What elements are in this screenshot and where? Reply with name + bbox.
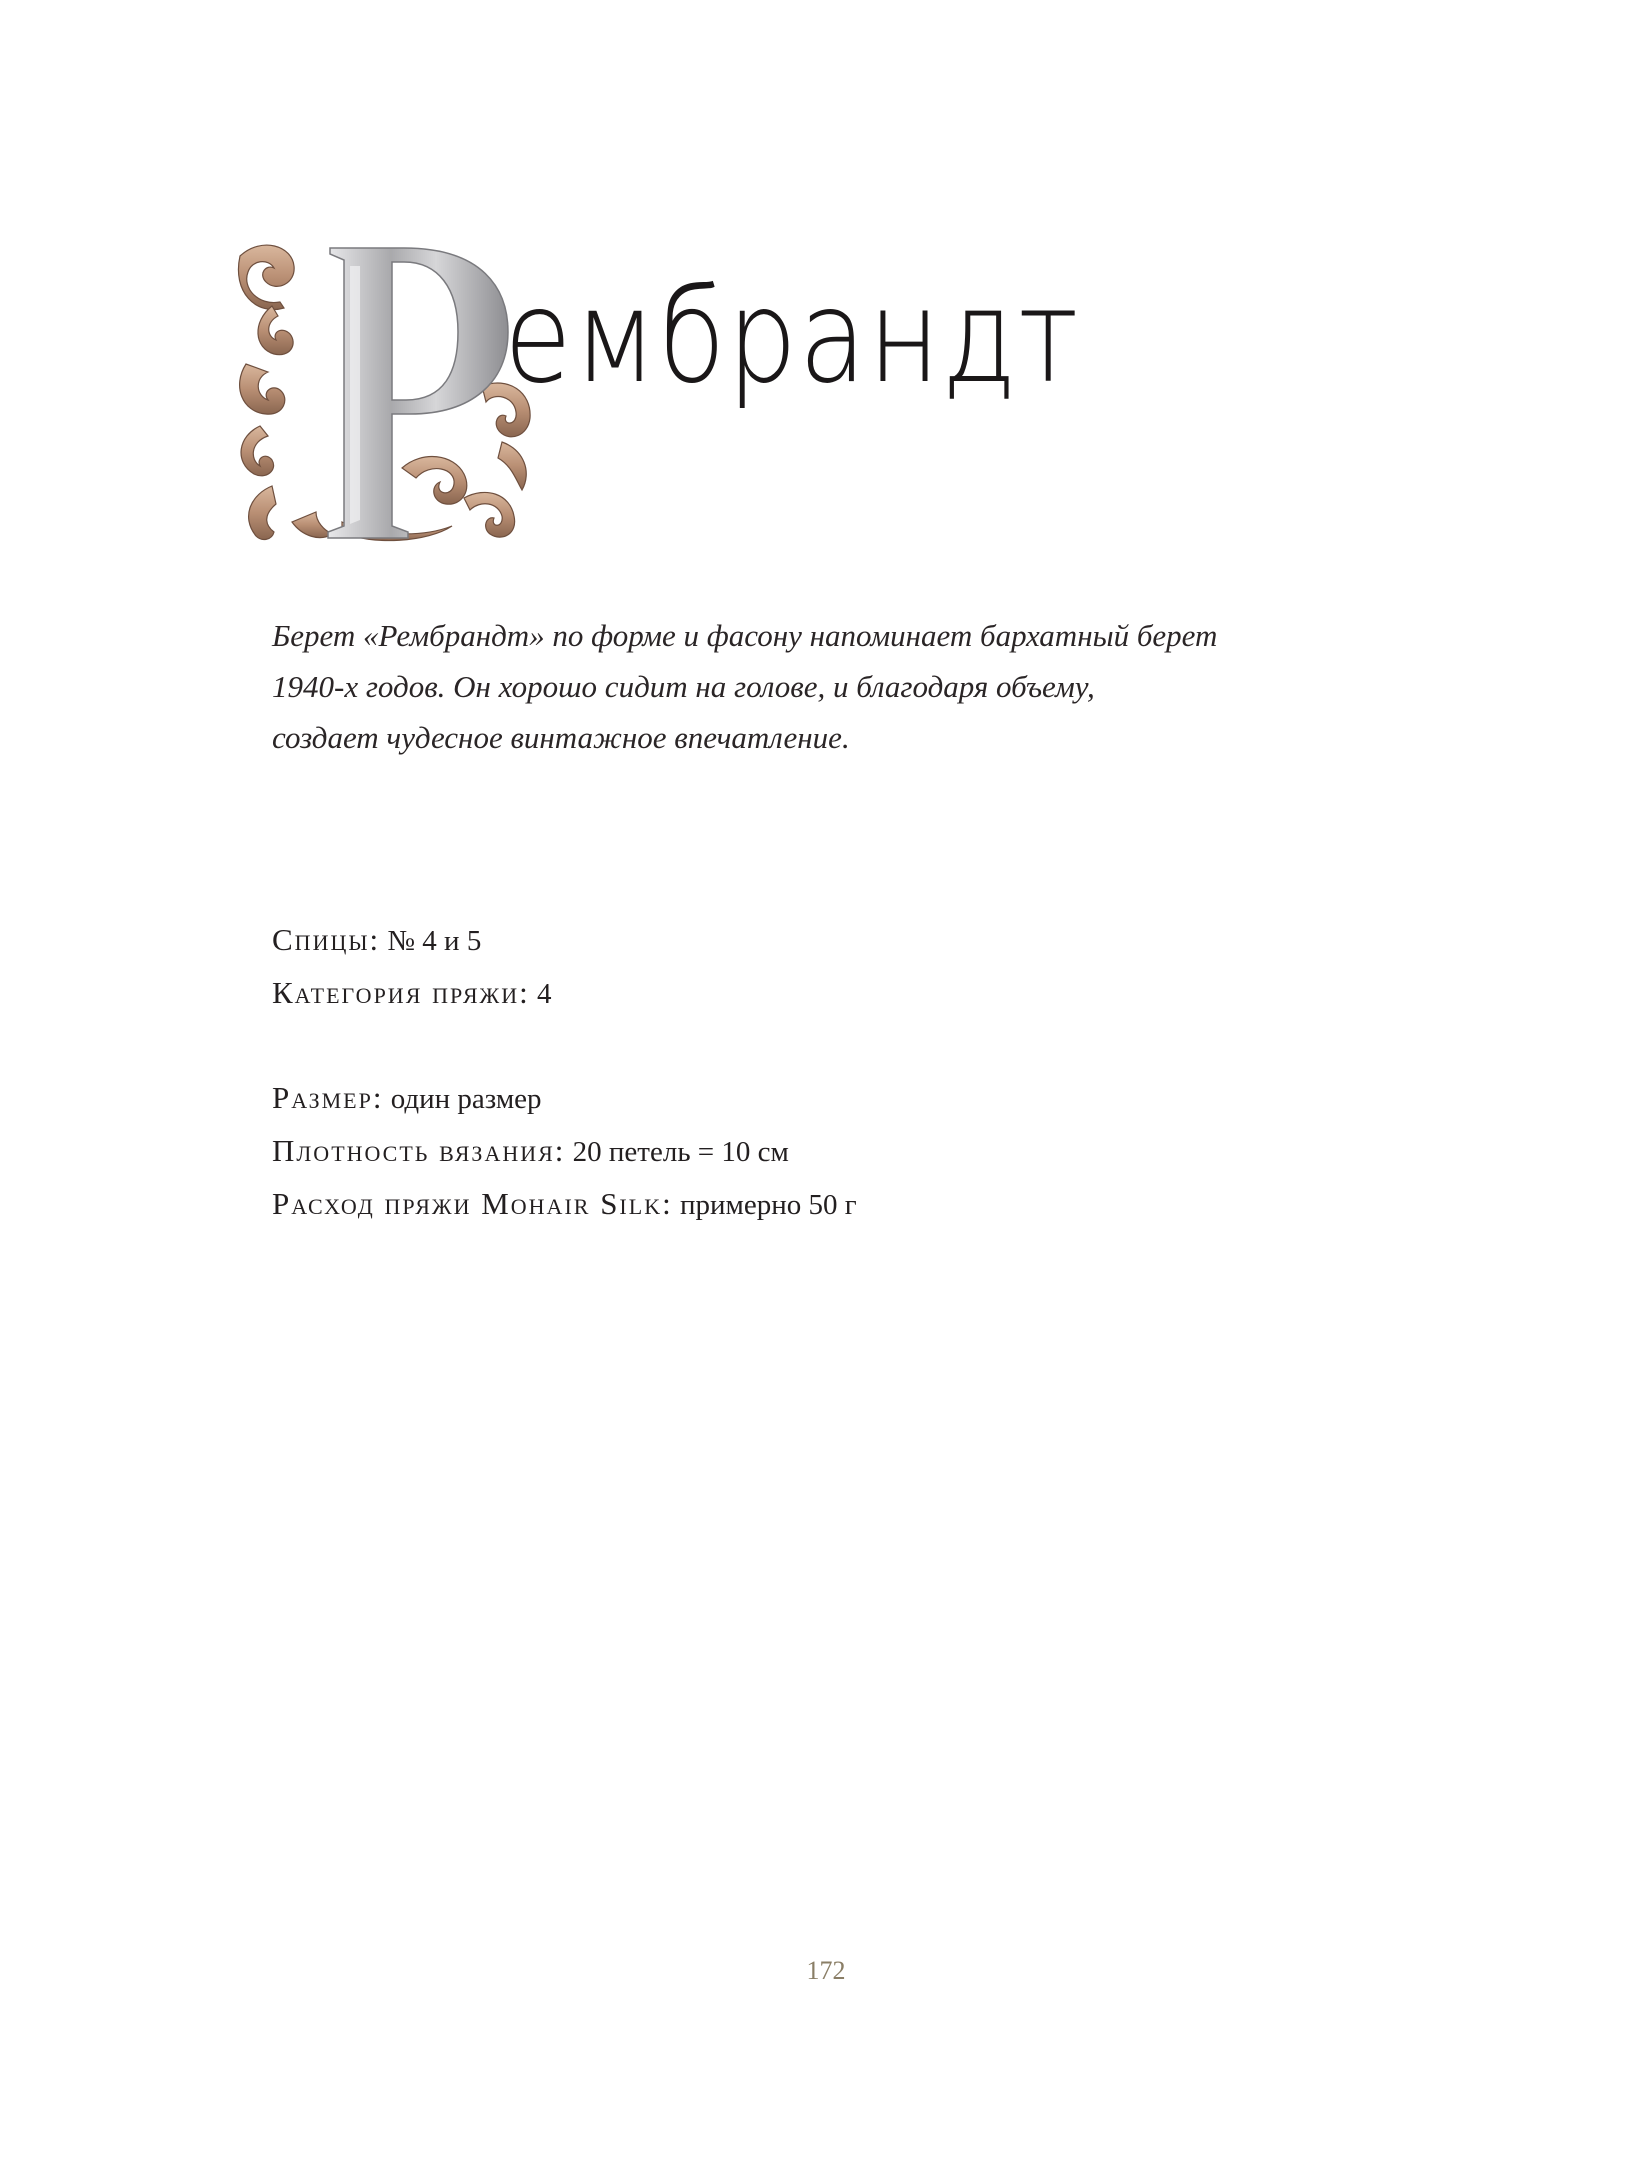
intro-line: Берет «Рембрандт» по форме и фасону напоминает бархатный берет <box>272 618 1218 653</box>
chapter-title <box>232 236 1232 546</box>
intro-line: создает чудесное винтажное впечатление. <box>272 720 850 755</box>
spec-label: Размер: <box>272 1080 384 1115</box>
acanthus-ornament-icon <box>232 236 542 546</box>
spec-size <box>272 1072 1472 1125</box>
intro-line: 1940-х годов. Он хорошо сидит на голове, и благодаря объему, <box>272 669 1095 704</box>
pattern-specs <box>272 914 1472 1231</box>
title-text: ембрандт <box>504 263 1081 412</box>
spec-yarn-category <box>272 967 1472 1020</box>
spec-value: примерно 50 г <box>679 1189 857 1221</box>
page-number: 172 <box>806 1956 846 1985</box>
spec-label: Спицы: <box>272 922 381 957</box>
spec-label: Категория пряжи: <box>272 975 530 1010</box>
spec-needles <box>272 914 1472 967</box>
spec-label: Плотность вязания: <box>272 1133 566 1168</box>
intro-paragraph <box>272 610 1392 763</box>
spec-value: 4 <box>537 978 552 1010</box>
spec-value: № 4 и 5 <box>387 925 482 957</box>
spec-spacer <box>272 1020 1472 1072</box>
spec-gauge <box>272 1125 1472 1178</box>
spec-label: Расход пряжи Mohair Silk: <box>272 1186 673 1221</box>
spec-value: один размер <box>390 1083 542 1115</box>
spec-value: 20 петель = 10 см <box>572 1136 789 1168</box>
ornamental-drop-cap <box>232 236 542 546</box>
spec-yarn-amount <box>272 1178 1472 1231</box>
